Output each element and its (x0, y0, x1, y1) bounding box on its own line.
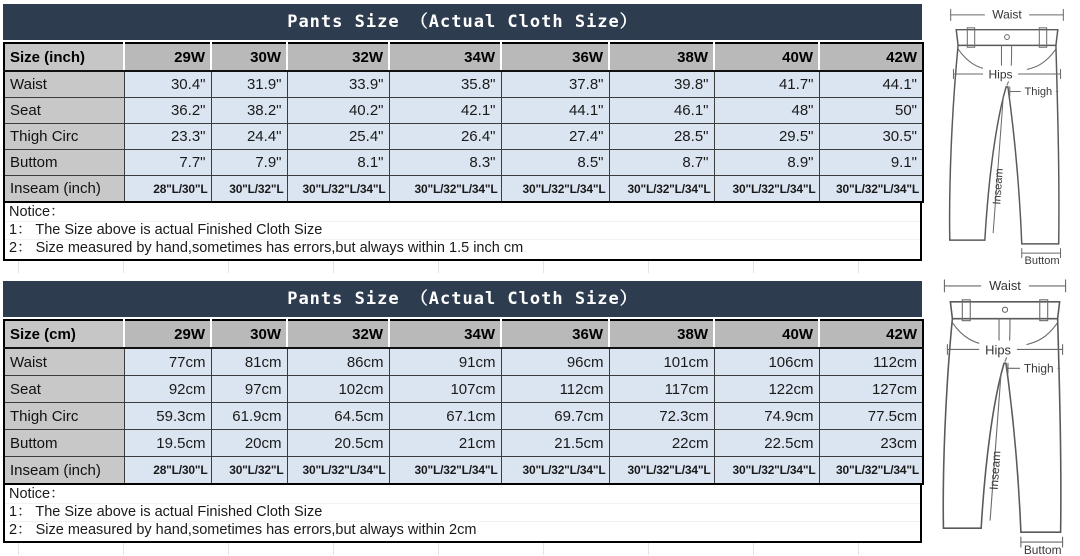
measurement-value-cell: 112cm (501, 376, 609, 403)
buttom-label: Buttom (1024, 255, 1060, 266)
measurement-value-cell: 107cm (389, 376, 501, 403)
measurement-value-cell: 28"L/30"L (124, 457, 211, 485)
measurement-value-cell: 30"L/32"L (211, 176, 287, 203)
pants-measurement-diagram (930, 272, 1080, 556)
size-column-header: 30W (211, 43, 287, 71)
inch-size-table-section (3, 4, 922, 273)
measurement-value-cell: 72.3cm (609, 403, 714, 430)
hips-label: Hips (985, 342, 1011, 358)
measurement-value-cell: 30"L/32"L/34"L (389, 176, 501, 203)
thigh-label: Thigh (1023, 361, 1054, 376)
size-column-header: 36W (501, 43, 609, 71)
measurement-row (4, 403, 923, 430)
measurement-value-cell: 127cm (819, 376, 923, 403)
size-column-header: 34W (389, 43, 501, 71)
size-column-header: 34W (389, 320, 501, 348)
pants-size-table-cm (3, 319, 924, 485)
notice-line-2: 2： Size measured by hand,sometimes has errors,but always within 2cm (9, 522, 477, 538)
measurement-value-cell: 31.9" (211, 71, 287, 98)
measurement-value-cell: 64.5cm (287, 403, 389, 430)
measurement-value-cell: 77.5cm (819, 403, 923, 430)
size-column-header: 40W (714, 43, 819, 71)
measurement-row (4, 98, 923, 124)
waist-label: Waist (992, 7, 1022, 22)
measurement-value-cell: 29.5" (714, 124, 819, 150)
measurement-row-label: Buttom (4, 150, 124, 176)
notice-heading: Notice： (5, 204, 920, 222)
table-title-bar: Pants Size （Actual Cloth Size） (3, 281, 922, 317)
measurement-value-cell: 86cm (287, 348, 389, 376)
measurement-value-cell: 8.9" (714, 150, 819, 176)
pants-diagram-svg (930, 272, 1080, 556)
measurement-value-cell: 36.2" (124, 98, 211, 124)
measurement-value-cell: 8.5" (501, 150, 609, 176)
measurement-value-cell: 67.1cm (389, 403, 501, 430)
measurement-value-cell: 23cm (819, 430, 923, 457)
measurement-value-cell: 28"L/30"L (124, 176, 211, 203)
measurement-value-cell: 21cm (389, 430, 501, 457)
inseam-label: Inseam (986, 450, 1004, 491)
waist-label: Waist (989, 277, 1021, 293)
measurement-value-cell: 81cm (211, 348, 287, 376)
thigh-label: Thigh (1024, 86, 1053, 99)
measurement-row (4, 457, 923, 485)
measurement-value-cell: 59.3cm (124, 403, 211, 430)
measurement-row-label: Seat (4, 376, 124, 403)
measurement-value-cell: 30"L/32"L/34"L (819, 176, 923, 203)
buttom-label: Buttom (1023, 543, 1062, 556)
measurement-value-cell: 30"L/32"L/34"L (389, 457, 501, 485)
measurement-value-cell: 30"L/32"L/34"L (609, 457, 714, 485)
size-column-header: 38W (609, 320, 714, 348)
measurement-value-cell: 38.2" (211, 98, 287, 124)
measurement-row-label: Seat (4, 98, 124, 124)
measurement-row-label: Inseam (inch) (4, 176, 124, 203)
measurement-value-cell: 27.4" (501, 124, 609, 150)
measurement-value-cell: 39.8" (609, 71, 714, 98)
measurement-value-cell: 8.7" (609, 150, 714, 176)
measurement-row-label: Thigh Circ (4, 124, 124, 150)
measurement-value-cell: 7.7" (124, 150, 211, 176)
pants-diagram-svg (934, 2, 1080, 266)
size-column-header: 30W (211, 320, 287, 348)
measurement-value-cell: 30"L/32"L/34"L (501, 176, 609, 203)
measurement-value-cell: 42.1" (389, 98, 501, 124)
measurement-value-cell: 30"L/32"L/34"L (714, 176, 819, 203)
measurement-value-cell: 122cm (714, 376, 819, 403)
measurement-value-cell: 30"L/32"L/34"L (501, 457, 609, 485)
measurement-value-cell: 21.5cm (501, 430, 609, 457)
measurement-row (4, 150, 923, 176)
measurement-row (4, 71, 923, 98)
measurement-value-cell: 22.5cm (714, 430, 819, 457)
sheet-gridlines (3, 261, 922, 273)
measurement-value-cell: 26.4" (389, 124, 501, 150)
size-header-row (4, 320, 923, 348)
cm-size-table-section (3, 281, 922, 555)
measurement-value-cell: 44.1" (501, 98, 609, 124)
measurement-value-cell: 112cm (819, 348, 923, 376)
measurement-row (4, 376, 923, 403)
size-column-header: 29W (124, 320, 211, 348)
measurement-value-cell: 106cm (714, 348, 819, 376)
size-header-row (4, 43, 923, 71)
measurement-value-cell: 61.9cm (211, 403, 287, 430)
measurement-row-label: Buttom (4, 430, 124, 457)
measurement-value-cell: 22cm (609, 430, 714, 457)
measurement-value-cell: 30.4" (124, 71, 211, 98)
size-column-header: 32W (287, 43, 389, 71)
pants-measurement-diagram (934, 2, 1080, 266)
notice-line-2: 2： Size measured by hand,sometimes has errors,but always within 1.5 inch cm (9, 240, 524, 256)
measurement-row (4, 430, 923, 457)
measurement-value-cell: 30"L/32"L/34"L (714, 457, 819, 485)
measurement-value-cell: 50" (819, 98, 923, 124)
measurement-value-cell: 30"L/32"L/34"L (609, 176, 714, 203)
table-title-bar: Pants Size （Actual Cloth Size） (3, 4, 922, 40)
notice-line-1: 1： The Size above is actual Finished Cloth Size (5, 504, 920, 522)
measurement-row (4, 348, 923, 376)
measurement-value-cell: 92cm (124, 376, 211, 403)
size-unit-header: Size (inch) (4, 43, 124, 71)
measurement-value-cell: 77cm (124, 348, 211, 376)
measurement-value-cell: 101cm (609, 348, 714, 376)
notice-box (3, 203, 922, 261)
size-column-header: 29W (124, 43, 211, 71)
notice-box (3, 485, 922, 543)
measurement-value-cell: 7.9" (211, 150, 287, 176)
size-column-header: 42W (819, 43, 923, 71)
measurement-value-cell: 117cm (609, 376, 714, 403)
measurement-value-cell: 44.1" (819, 71, 923, 98)
sheet-gridlines (3, 543, 922, 555)
notice-line-1: 1： The Size above is actual Finished Cloth Size (5, 222, 920, 240)
measurement-value-cell: 97cm (211, 376, 287, 403)
measurement-value-cell: 41.7" (714, 71, 819, 98)
measurement-value-cell: 69.7cm (501, 403, 609, 430)
measurement-value-cell: 37.8" (501, 71, 609, 98)
inseam-label: Inseam (991, 167, 1006, 205)
measurement-value-cell: 33.9" (287, 71, 389, 98)
measurement-row-label: Inseam (inch) (4, 457, 124, 485)
measurement-value-cell: 8.1" (287, 150, 389, 176)
measurement-value-cell: 30"L/32"L/34"L (819, 457, 923, 485)
measurement-value-cell: 48" (714, 98, 819, 124)
measurement-row-label: Waist (4, 348, 124, 376)
measurement-value-cell: 74.9cm (714, 403, 819, 430)
pants-size-table-inch (3, 42, 924, 203)
measurement-value-cell: 30"L/32"L (211, 457, 287, 485)
measurement-value-cell: 46.1" (609, 98, 714, 124)
measurement-value-cell: 20.5cm (287, 430, 389, 457)
size-column-header: 38W (609, 43, 714, 71)
measurement-value-cell: 40.2" (287, 98, 389, 124)
measurement-row (4, 124, 923, 150)
size-unit-header: Size (cm) (4, 320, 124, 348)
measurement-value-cell: 19.5cm (124, 430, 211, 457)
measurement-value-cell: 30.5" (819, 124, 923, 150)
measurement-value-cell: 8.3" (389, 150, 501, 176)
measurement-value-cell: 35.8" (389, 71, 501, 98)
measurement-value-cell: 23.3" (124, 124, 211, 150)
measurement-row (4, 176, 923, 203)
measurement-value-cell: 25.4" (287, 124, 389, 150)
measurement-value-cell: 30"L/32"L/34"L (287, 176, 389, 203)
measurement-value-cell: 24.4" (211, 124, 287, 150)
measurement-value-cell: 91cm (389, 348, 501, 376)
measurement-row-label: Thigh Circ (4, 403, 124, 430)
size-column-header: 32W (287, 320, 389, 348)
measurement-value-cell: 96cm (501, 348, 609, 376)
measurement-value-cell: 102cm (287, 376, 389, 403)
size-column-header: 40W (714, 320, 819, 348)
measurement-value-cell: 9.1" (819, 150, 923, 176)
measurement-value-cell: 30"L/32"L/34"L (287, 457, 389, 485)
measurement-row-label: Waist (4, 71, 124, 98)
size-column-header: 42W (819, 320, 923, 348)
hips-label: Hips (988, 67, 1013, 82)
measurement-value-cell: 20cm (211, 430, 287, 457)
size-column-header: 36W (501, 320, 609, 348)
measurement-value-cell: 28.5" (609, 124, 714, 150)
notice-heading: Notice： (5, 486, 920, 504)
